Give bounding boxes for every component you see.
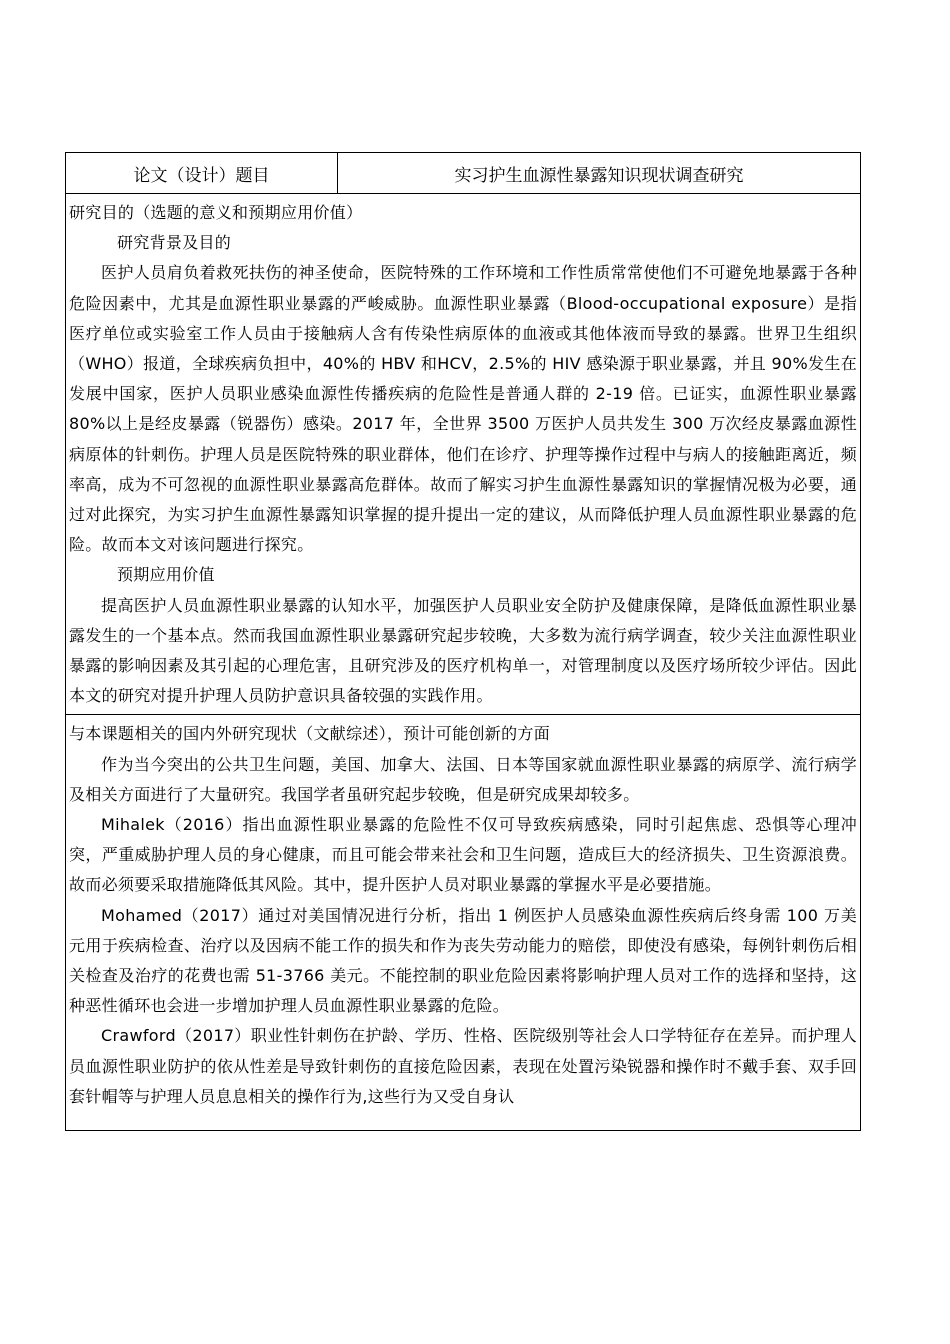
review-heading: 与本课题相关的国内外研究现状（文献综述），预计可能创新的方面 xyxy=(69,724,551,744)
purpose-row xyxy=(66,194,861,715)
value-paragraph: 提高医护人员血源性职业暴露的认知水平，加强医护人员职业安全防护及健康保障，是降低血源性职业暴露发生的一个基本点。然而我国血源性职业暴露研究起步较晚，大多数为流行病学调查，较少关注血源性职业暴露的影响因素及其引起的心理危害，且研究涉及的医疗机构单一，对管理制度以及医疗场所较少评估。因此本文的研究对提升护理人员防护意识具备较强的实践作用。 xyxy=(69,595,857,706)
review-paragraph-1: 作为当今突出的公共卫生问题，美国、加拿大、法国、日本等国家就血源性职业暴露的病原学、流行病学及相关方面进行了大量研究。我国学者虽研究起步较晚，但是研究成果却较多。 xyxy=(69,754,857,804)
review-paragraph-mohamed: Mohamed（2017）通过对美国情况进行分析，指出 1 例医护人员感染血源性疾病后终身需 100 万美元用于疾病检查、治疗以及因病不能工作的损失和作为丧失劳动能力的赔偿，即使没有感染，每例针刺伤后相关检查及治疗的花费也需 51-3766 美元。不能控制的职业危险因素将影响护理人员对工作的选择和坚持，这种恶性循环也会进一步增加护理人员血源性职业暴露的危险。 xyxy=(69,905,857,1016)
title-row xyxy=(66,153,861,194)
background-paragraph: 医护人员肩负着救死扶伤的神圣使命，医院特殊的工作环境和工作性质常常使他们不可避免地暴露于各种危险因素中，尤其是血源性职业暴露的严峻威胁。血源性职业暴露（Blood-occupational exposure）是指医疗单位或实验室工作人员由于接触病人含有传染性病原体的血液或其他体液而导致的暴露。世界卫生组织（WHO）报道，全球疾病负担中，40%的 HBV 和HCV，2.5%的 HIV 感染源于职业暴露，并且 90%发生在发展中国家，医护人员职业感染血源性传播疾病的危险性是普通人群的 2-19 倍。已证实，血源性职业暴露 80%以上是经皮暴露（锐器伤）感染。2017 年，全世界 3500 万医护人员共发生 300 万次经皮暴露血源性病原体的针刺伤。护理人员是医院特殊的职业群体，他们在诊疗、护理等操作过程中与病人的接触距离近，频率高，成为不可忽视的血源性职业暴露高危群体。故而了解实习护生血源性暴露知识的掌握情况极为必要，通过对此探究，为实习护生血源性暴露知识掌握的提升提出一定的建议，从而降低护理人员血源性职业暴露的危险。故而本文对该问题进行探究。 xyxy=(69,263,857,555)
title-label: 论文（设计）题目 xyxy=(133,165,270,186)
value-subheading: 预期应用价值 xyxy=(117,565,215,585)
title-value-cell xyxy=(338,153,861,194)
review-paragraph-mihalek: Mihalek（2016）指出血源性职业暴露的危险性不仅可导致疾病感染，同时引起焦虑、恐惧等心理冲突，严重威胁护理人员的身心健康，而且可能会带来社会和卫生问题，造成巨大的经济损失、卫生资源浪费。故而必须要采取措施降低其风险。其中，提升医护人员对职业暴露的掌握水平是必要措施。 xyxy=(69,815,857,895)
purpose-cell xyxy=(66,194,861,715)
review-row xyxy=(66,715,861,1131)
review-section xyxy=(66,715,860,1130)
purpose-section xyxy=(66,194,860,714)
review-cell xyxy=(66,715,861,1131)
thesis-form-table xyxy=(65,152,861,1131)
background-subheading: 研究背景及目的 xyxy=(117,233,232,253)
review-paragraph-crawford: Crawford（2017）职业性针刺伤在护龄、学历、性格、医院级别等社会人口学特征存在差异。而护理人员血源性职业防护的依从性差是导致针刺伤的直接危险因素，表现在处置污染锐器和操作时不戴手套、双手回套针帽等与护理人员息息相关的操作行为,这些行为又受自身认 xyxy=(69,1026,857,1106)
title-label-cell xyxy=(66,153,338,194)
purpose-heading: 研究目的（选题的意义和预期应用价值） xyxy=(69,203,363,222)
thesis-title: 实习护生血源性暴露知识现状调查研究 xyxy=(454,165,744,186)
